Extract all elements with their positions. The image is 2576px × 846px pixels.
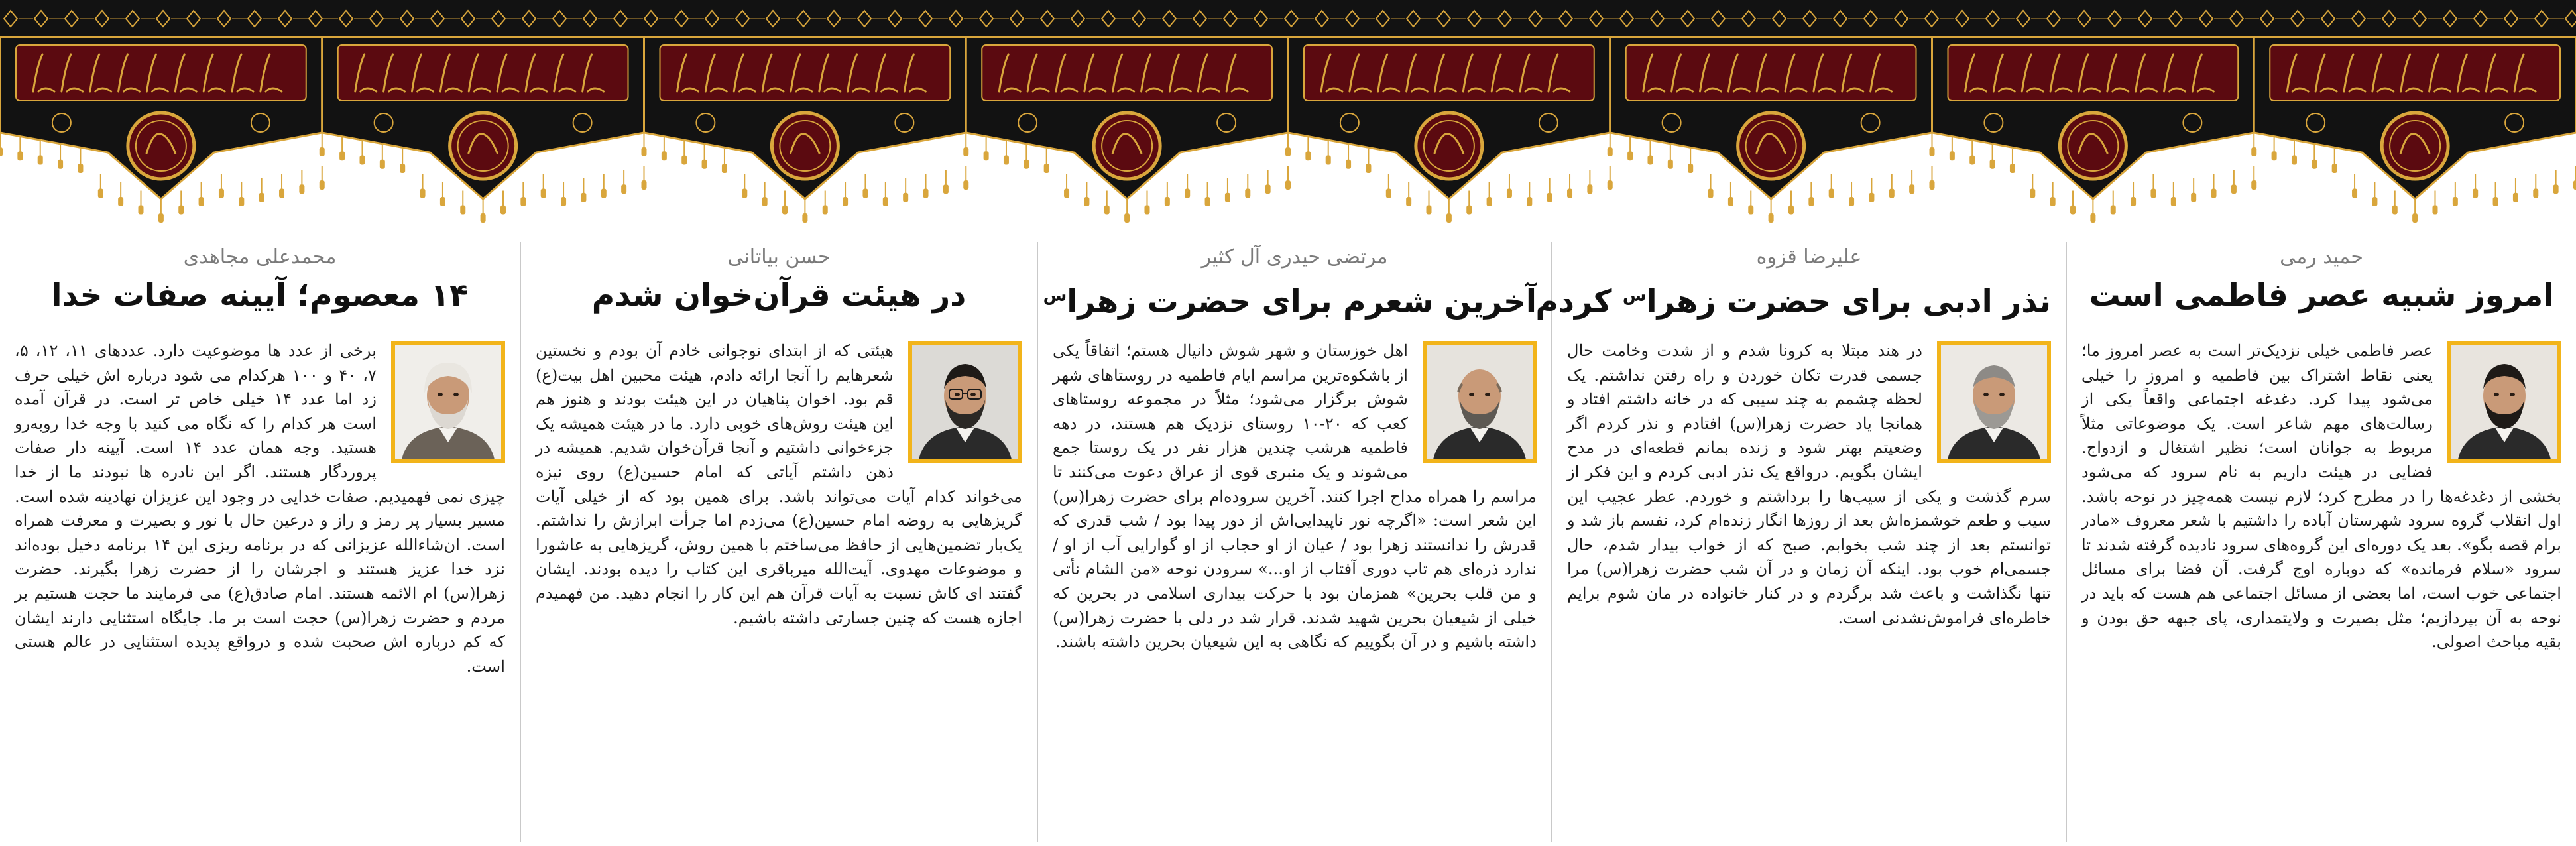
article-body bbox=[536, 339, 1022, 630]
author-photo bbox=[1423, 341, 1537, 463]
author-name: حسن بیاتانی bbox=[727, 245, 831, 269]
article-body-text: برخی از عدد ها موضوعیت دارد. عددهای ۱۱، ۱۲، ۵، ۷، ۴۰ و ۱۰۰ هرکدام می شود درباره اش خیلی حرف زد اما عدد ۱۴ خیلی خاص تر است. در قرآن آمده است هر کدام را که نگاه می کنید با وجه خدا روبه‌رو هستید. وجه همان عدد ۱۴ است. آیینه دار صفات پروردگار هستند. اگر این نادره ها نبودند ما از خدا چیزی نمی فهمیدیم. صفات خدایی در وجود این عزیزان نهادینه شده است. مسیر بسیار پر رمز و راز و درعین حال با نور و بصیرت و معرفت همراه است. ان‌شاءالله عزیزانی که در برنامه ریزی این ۱۴ برنامه دخیل بوده‌اند نزد خدا عزیز هستند و اجرشان را از حضرت زهرا بگیرند. حضرت زهرا(س) ام الائمه هستند. امام صادق(ع) می فرمایند ما حجت هستیم بر مردم و حضرت زهرا(س) حجت است بر ما. جایگاه استثنایی دارند ایشان که کم درباره اش صحبت شده و درواقع پدیده استثنایی در عالم هستی است. bbox=[15, 341, 505, 676]
banner-panel bbox=[1288, 37, 1610, 199]
article-title: ۱۴ معصوم؛ آیینه صفات خدا bbox=[51, 277, 469, 314]
mourning-banner bbox=[0, 0, 2576, 225]
author-name: محمدعلی مجاهدی bbox=[183, 245, 337, 269]
author-photo bbox=[908, 341, 1022, 463]
author-name: حمید رمی bbox=[2280, 245, 2363, 269]
article-body-text: عصر فاطمی خیلی نزدیک‌تر است به عصر امروز ما؛ یعنی نقاط اشتراک بین فاطمیه و امروز را خیلی می‌شود پیدا کرد. دغدغه اجتماعی واقعاً یکی از رسالت‌های مهم شاعر است. یک موضوعاتی مثلاً مربوط به جوانان است؛ نظیر اشتغال و ازدواج. فضایی در هیئت داریم به نام سرود که می‌شود بخشی از دغدغه‌ها را در مطرح کرد؛ لازم نیست همه‌چیز در نوحه باشد. اول انقلاب گروه سرود شهرستان آباده را داشتیم با شعر معروف «مادر برام قصه بگو». بعد یک دوره‌ای این گروه‌های سرود نادیده گرفته شدند تا سرود «سلام فرمانده» که دوباره اوج گرفت. آن فضا برای مسائل اجتماعی خوب است، اما بعضی از مسائل اجتماعی هم هست که باید در نوحه به آن بپردازیم؛ مثل بصیرت و ولایتمداری، پای جبهه حق بودن و بقیه مباحث اصولی. bbox=[2081, 341, 2561, 652]
portrait-morteza-heydari-icon bbox=[1427, 345, 1533, 459]
author-photo bbox=[391, 341, 505, 463]
mourning-banner-icon bbox=[0, 0, 2576, 225]
article-body bbox=[1567, 339, 2051, 630]
article-body bbox=[1053, 339, 1537, 654]
article-body bbox=[2081, 339, 2561, 654]
article-title-end: کردم bbox=[1535, 283, 1623, 320]
portrait-hasan-bayatani-icon bbox=[912, 345, 1018, 459]
article-title-main: نذر ادبی برای حضرت زهرا bbox=[1646, 283, 2051, 320]
portrait-hamid-ramy-icon bbox=[2451, 345, 2557, 459]
article-title bbox=[1535, 272, 2051, 324]
banner-panel bbox=[966, 37, 1288, 199]
article-column-2 bbox=[1535, 242, 2066, 842]
article-body-text: اهل خوزستان و شهر شوش دانیال هستم؛ اتفاقاً یکی از باشکوه‌ترین مراسم ایام فاطمیه در روستاهای شهر شوش برگزار می‌شود؛ مثلاً در مجموعه روستاهای کعب که ۲۰-۱۰ روستای نزدیک هم هستند، در دهه فاطمیه هرشب چندین هزار نفر در یک روستا جمع می‌شوند و یک منبری قوی از عراق دعوت می‌کنند تا مراسم را همراه مداح اجرا کنند. آخرین سروده‌ام برای حضرت زهرا(س) این شعر است: «اگرچه نور ناپیدایی‌اش از دور پیدا بود / شب قدری که قدرش را ندانستند زهرا بود / عیان از او حجاب از او گوارایی آب از او / ندارد ذره‌ای هم تاب دوری آفتاب از او...» سرودن نوحه «من الشام نأتی و من قلب بحرین» همزمان بود با حرکت بیداری اسلامی در بحرین که خیلی از شیعیان بحرین شهید شدند. قرار شد در دلی با حضرت زهرا(س) داشته باشیم و در آن بگوییم که نگاهی به این شیعیان بحرین داشته باشند. bbox=[1053, 341, 1537, 652]
banner-panel bbox=[1610, 37, 1932, 199]
portrait-alireza-ghazveh-icon bbox=[1941, 345, 2047, 459]
banner-panel bbox=[322, 37, 644, 199]
article-body-text: هیئتی که از ابتدای نوجوانی خادم آن بودم و نخستین شعرهایم را آنجا ارائه دادم، هیئت محبین اهل بیت(ع) قم بود. اخوان پناهیان در این هیئت بودند و هنوز هم این هیئت روش‌های خوبی دارد. ما در هیئت همیشه یک جزءخوانی داشتیم و آنجا قرآن‌خوان شدیم. همیشه در ذهن داشتم آیاتی که امام حسین(ع) روی نیزه می‌خواند کدام آیات می‌تواند باشد. برای همین بود که از خیلی آیات گریزهایی به روضه امام حسین(ع) می‌زدم اما جرأت ابرازش را نداشتم. یک‌بار تضمین‌هایی از حافظ می‌ساختم با همین روش، گریزهایی به عاشورا و موضوعات مهدوی. آیت‌الله میرباقری این کتاب را دیده بودند. ایشان گفتند ای کاش نسبت به آیات قرآن هم این کار را انجام دهید. من فهمیدم اجازه هست که چنین جسارتی داشته باشیم. bbox=[536, 341, 1022, 627]
article-column-4 bbox=[520, 242, 1037, 842]
article-title-sup: س bbox=[1622, 286, 1647, 306]
article-columns bbox=[0, 242, 2576, 842]
article-title: امروز شبیه عصر فاطمی است bbox=[2089, 277, 2554, 314]
banner-panel bbox=[1932, 37, 2254, 199]
article-title-sup: س bbox=[1043, 286, 1067, 306]
article-body-text: در هند مبتلا به کرونا شدم و از شدت وخامت حال جسمی قدرت تکان خوردن و راه رفتن نداشتم. یک لحظه چشمم به چند سیبی که در خانه داشتم افتاد و همانجا یاد حضرت زهرا(س) افتادم و نذر کردم اگر وضعیتم بهتر شود و زنده بمانم قطعه‌ای در مدح ایشان بگویم. درواقع یک نذر ادبی کردم و این فکر از سرم گذشت و یکی از سیب‌ها را برداشتم و خوردم. عطر عجیب این سیب و طعم خوشمزه‌اش بعد از روزها انگار زنده‌ام کرد، نفسم باز شد و توانستم بعد از چند شب بخوابم. صبح که از خواب بیدار شدم، حال جسمی‌ام خوب بود. اینکه آن زمان و در آن شب حضرت زهرا(س) مرا تنها نگذاشت و باعث شد برگردم و در کنار خانواده در مان شوم برایم خاطره‌ای فراموش‌نشدنی است. bbox=[1567, 341, 2051, 627]
article-title: در هیئت قرآن‌خوان شدم bbox=[591, 277, 966, 314]
article-column-1 bbox=[2066, 242, 2576, 842]
author-photo bbox=[2447, 341, 2561, 463]
author-name: علیرضا قزوه bbox=[1756, 245, 1862, 269]
banner-panel bbox=[0, 37, 322, 199]
article-body bbox=[15, 339, 505, 678]
article-title bbox=[1043, 272, 1537, 324]
article-title-main: آخرین شعرم برای حضرت زهرا bbox=[1067, 283, 1537, 320]
author-photo bbox=[1937, 341, 2051, 463]
author-name: مرتضی حیدری آل کثیر bbox=[1201, 245, 1388, 269]
banner-panel bbox=[644, 37, 966, 199]
article-column-5 bbox=[0, 242, 520, 842]
portrait-mohammadali-mojahedi-icon bbox=[395, 345, 501, 459]
banner-panel bbox=[2254, 37, 2576, 199]
article-column-3 bbox=[1037, 242, 1551, 842]
